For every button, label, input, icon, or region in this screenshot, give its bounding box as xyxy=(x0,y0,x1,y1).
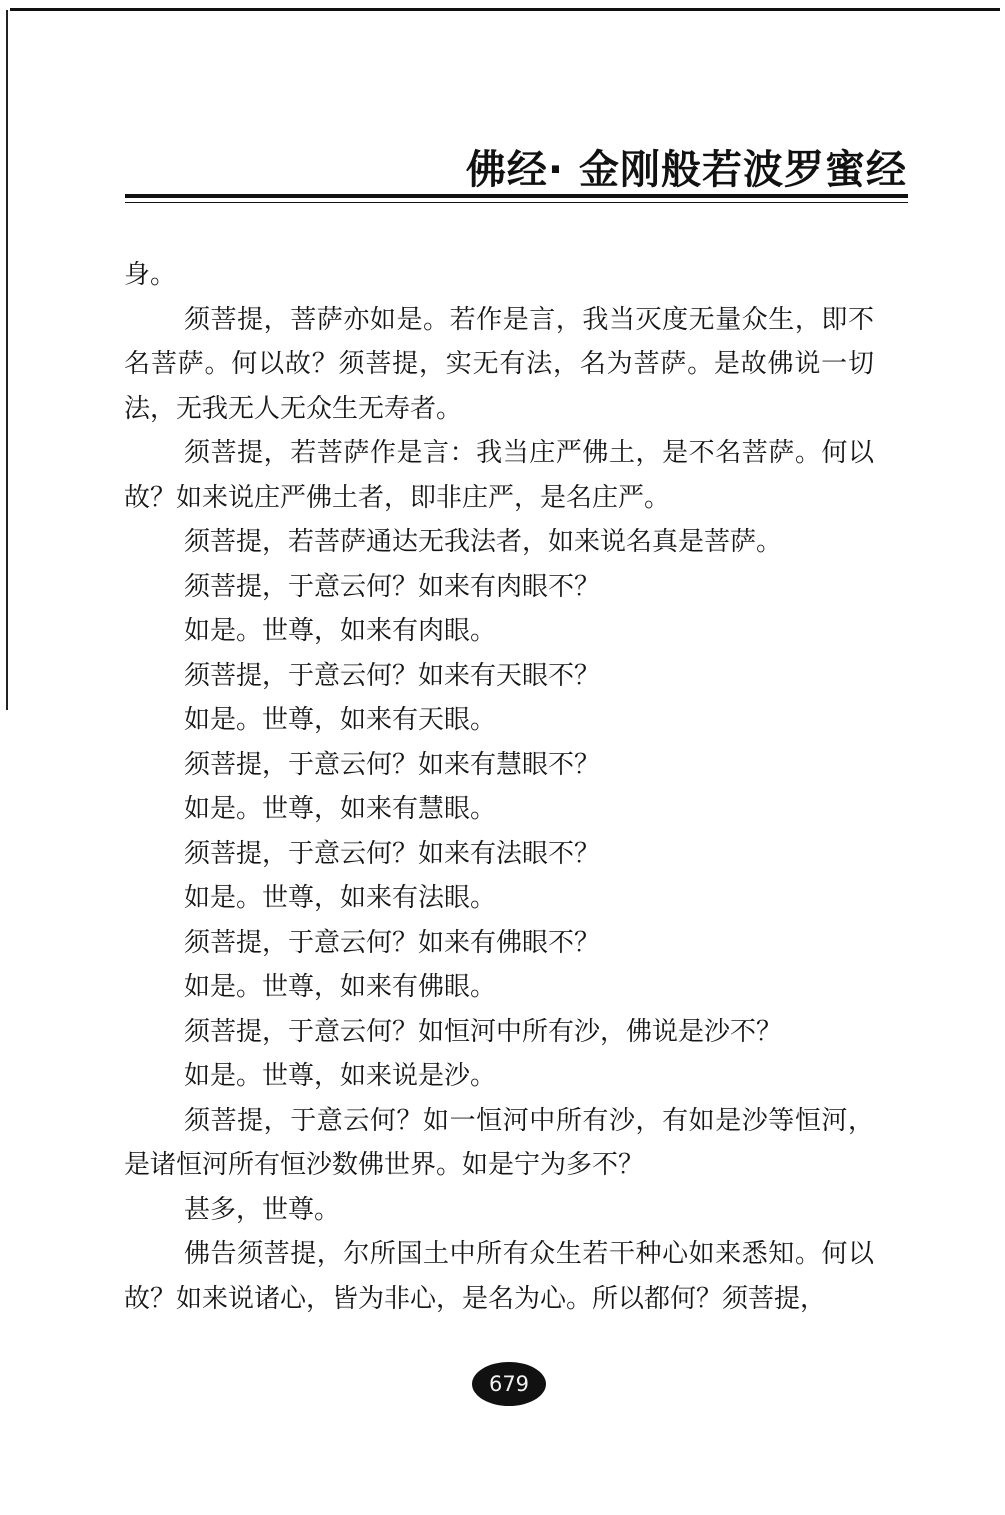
page-number-badge: 679 xyxy=(472,1362,546,1406)
paragraph: 须菩提，于意云何？如来有慧眼不？ xyxy=(184,749,601,780)
paragraph: 须菩提，若菩萨作是言：我当庄严佛土，是不名菩萨。何以故？如来说庄严佛土者，即非庄严，是名庄严。 xyxy=(124,438,874,513)
paragraph: 须菩提，菩萨亦如是。若作是言，我当灭度无量众生，即不名菩萨。何以故？须菩提，实无有法，名为菩萨。是故佛说一切法，无我无人无众生无寿者。 xyxy=(124,304,874,424)
running-header-title: 佛经· 金刚般若波罗蜜经 xyxy=(465,147,907,193)
paragraph: 佛告须菩提，尔所国土中所有众生若干种心如来悉知。何以故？如来说诸心，皆为非心，是名为心。所以都何？须菩提， xyxy=(124,1239,874,1314)
paragraph: 如是。世尊，如来有法眼。 xyxy=(184,883,497,913)
paragraph: 如是。世尊，如来有肉眼。 xyxy=(184,616,497,646)
paragraph: 须菩提，于意云何？如来有佛眼不？ xyxy=(184,927,601,958)
paragraph: 如是。世尊，如来有慧眼。 xyxy=(184,794,497,824)
paragraph: 身。 xyxy=(124,260,177,290)
left-binding-edge xyxy=(6,10,8,710)
paragraph: 如是。世尊，如来有天眼。 xyxy=(184,705,497,735)
paragraph: 须菩提，于意云何？如来有法眼不？ xyxy=(184,838,601,869)
body-text xyxy=(124,253,874,1321)
paragraph: 须菩提，若菩萨通达无我法者，如来说名真是菩萨。 xyxy=(184,527,783,557)
paragraph: 须菩提，于意云何？如恒河中所有沙，佛说是沙不？ xyxy=(184,1016,783,1047)
header-rule-thin xyxy=(125,202,908,203)
paragraph: 须菩提，于意云何？如来有肉眼不？ xyxy=(184,571,601,602)
paragraph: 甚多，世尊。 xyxy=(184,1194,341,1225)
paragraph: 须菩提，于意云何？如一恒河中所有沙，有如是沙等恒河，是诸恒河所有恒沙数佛世界。如是宁为多不？ xyxy=(124,1105,874,1180)
paragraph: 如是。世尊，如来有佛眼。 xyxy=(184,972,497,1002)
paragraph: 如是。世尊，如来说是沙。 xyxy=(184,1061,497,1091)
top-edge-rule xyxy=(10,8,1000,11)
paragraph: 须菩提，于意云何？如来有天眼不？ xyxy=(184,660,601,691)
header-rule-thick xyxy=(125,194,908,198)
